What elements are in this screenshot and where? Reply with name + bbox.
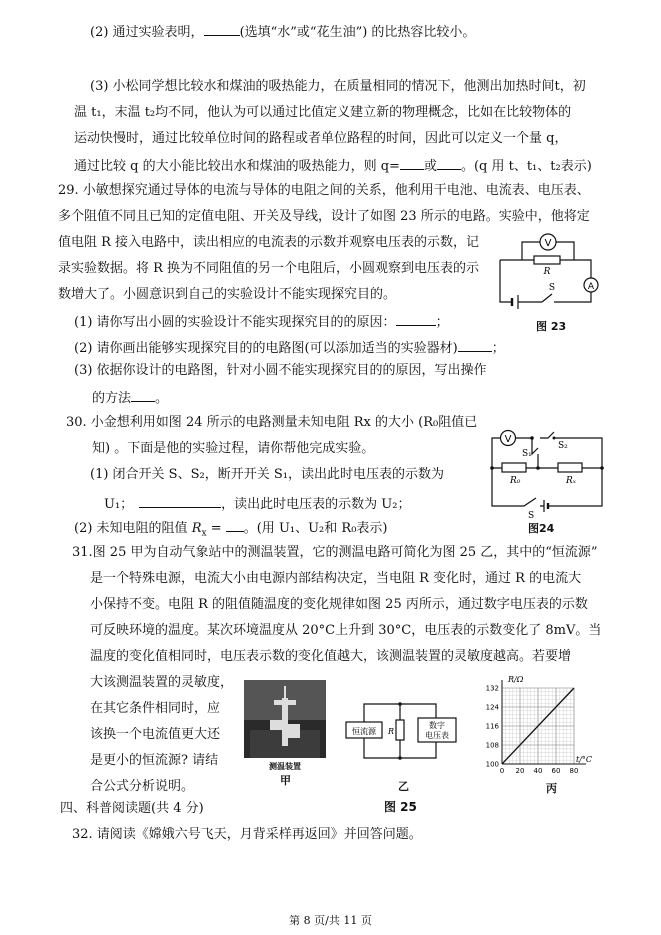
y-tick-label: 132 — [485, 684, 499, 693]
svg-text:A: A — [587, 282, 595, 292]
figure-23-circuit — [494, 226, 602, 314]
q31-line8: 该换一个电流值更大还 — [90, 727, 221, 742]
x-tick-label: 60 — [551, 767, 561, 775]
figure-25-yi-caption: 乙 — [398, 780, 409, 793]
x-tick-label: 40 — [533, 767, 543, 775]
q29-sub3-cont: 的方法 。 — [92, 388, 168, 408]
answer-blank[interactable] — [396, 312, 436, 326]
page-footer: 第 8 页/共 11 页 — [289, 914, 372, 927]
r0-label: R₀ — [510, 476, 521, 486]
q29-line2: 多个阻值不同且已知的定值电阻、开关及导线，设计了如图 23 所示的电路。实验中，他将定 — [58, 209, 590, 224]
q28-part2: (2) 通过实验表明， (选填“水”或“花生油”) 的比热容比较小。 — [90, 22, 475, 42]
figure-25-caption: 图 25 — [384, 800, 417, 814]
svg-text:V: V — [504, 434, 512, 445]
switch-label: S — [548, 283, 556, 293]
x-tick-label: 80 — [569, 767, 579, 775]
figure-24-caption: 图24 — [528, 522, 555, 535]
q31-line9: 是更小的恒流源? 请结 — [90, 753, 219, 768]
q30-line2: 知) 。下面是他的实验过程，请你帮他完成实验。 — [92, 441, 375, 456]
figure-24-circuit — [484, 426, 608, 520]
q31-line10: 合公式分析说明。 — [90, 779, 195, 794]
ammeter-icon — [584, 278, 598, 292]
q30-sub1: (1) 闭合开关 S、S₂，断开开关 S₁，读出此时电压表的示数为 — [90, 467, 444, 482]
figure-25-jia-caption: 甲 — [280, 774, 291, 787]
answer-blank[interactable] — [139, 494, 221, 508]
q29-line3: 值电阻 R 接入电路中，读出相应的电流表的示数并观察电压表的示数，记 — [58, 235, 480, 250]
figure-25-yi-circuit — [344, 696, 458, 766]
resistor-label: R — [387, 727, 395, 736]
figure-25-bing-chart — [472, 672, 602, 780]
y-tick-label: 116 — [485, 722, 499, 731]
figure-23-caption: 图 23 — [536, 320, 567, 333]
answer-blank[interactable] — [400, 156, 424, 170]
q28-part3-line2: 温 t₁，末温 t₂均不同，他认为可以通过比值定义建立新的物理概念，比如在比较物体的 — [74, 105, 572, 120]
answer-blank[interactable] — [204, 22, 240, 36]
y-axis-label: R/Ω — [508, 675, 524, 684]
q31-line6: 大该测温装置的灵敏度， — [90, 675, 234, 690]
answer-blank[interactable] — [437, 156, 461, 170]
q31-line7: 在其它条件相同时，应 — [90, 701, 221, 716]
q30-sub1-cont: U₁； ，读出此时电压表的示数为 U₂； — [104, 494, 410, 514]
digital-voltmeter-label-1: 数字 — [429, 721, 445, 730]
q31-line1: 31.图 25 甲为自动气象站中的测温装置，它的测温电路可简化为图 25 乙，其中的“恒流源” — [72, 545, 598, 560]
q30-sub2: (2) 未知电阻的阻值 $R_x$ = 。(用 U₁、U₂和 R₀表示) — [74, 518, 387, 543]
answer-blank[interactable] — [226, 518, 244, 532]
svg-text:V: V — [544, 238, 552, 249]
answer-blank[interactable] — [131, 388, 155, 402]
jia-photo-label: 测温装置 — [269, 762, 301, 770]
digital-voltmeter-label-2: 电压表 — [425, 731, 449, 740]
switch-s1-label: S₁ — [522, 449, 532, 459]
rx-label: Rₓ — [566, 476, 576, 486]
q29-sub2: (2) 请你画出能够实现探究目的的电路图(可以添加适当的实验器材) ； — [74, 338, 505, 358]
resistor-label: R — [543, 267, 551, 277]
q29-line5: 数增大了。小圆意识到自己的实验设计不能实现探究目的。 — [58, 287, 397, 302]
x-tick-label: 20 — [515, 767, 525, 775]
answer-blank[interactable] — [458, 338, 492, 352]
y-tick-label: 100 — [485, 760, 499, 769]
constant-current-source-label: 恒流源 — [352, 727, 376, 736]
figure-25-jia-photo — [244, 680, 326, 770]
voltmeter-icon — [501, 431, 516, 446]
switch-s-label: S — [528, 511, 535, 520]
q29-sub1: (1) 请你写出小圆的实验设计不能实现探究目的的原因： ； — [74, 312, 449, 332]
section-4-heading: 四、科普阅读题(共 4 分) — [60, 801, 204, 816]
q30-line1: 30. 小金想利用如图 24 所示的电路测量未知电阻 Rx 的大小 (R₀阻值已 — [66, 415, 478, 430]
switch-s2-label: S₂ — [558, 441, 568, 451]
q29-line1: 29. 小敏想探究通过导体的电流与导体的电阻之间的关系，他利用干电池、电流表、电压表、 — [58, 183, 590, 198]
x-tick-label: 0 — [499, 767, 505, 775]
q31-line5: 温度的变化值相同时，电压表示数的变化值越大，该测温装置的灵敏度越高。若要增 — [90, 649, 572, 664]
q28-part3-line1: (3) 小松同学想比较水和煤油的吸热能力，在质量相同的情况下，他测出加热时间t，初 — [90, 79, 586, 94]
q28-part3-line3: 运动快慢时，通过比较单位时间的路程或者单位路程的时间，因此可以定义一个量 q， — [74, 131, 568, 146]
q31-line3: 小保持不变。电阻 R 的阻值随温度的变化规律如图 25 丙所示，通过数字电压表的示数 — [90, 597, 588, 612]
y-tick-label: 108 — [485, 741, 499, 750]
y-tick-label: 124 — [485, 703, 499, 712]
q31-line2: 是一个特殊电源，电流大小由电源内部结构决定，当电阻 R 变化时，通过 R 的电流大 — [90, 571, 582, 586]
q31-line4: 可反映环境的温度。某次环境温度从 20°C上升到 30°C，电压表的示数变化了 8mV。当 — [90, 623, 602, 638]
q28-part3-line4: 通过比较 q 的大小能比较出水和煤油的吸热能力，则 q= 或 。(q 用 t、t₁、t₂表示) — [74, 156, 592, 176]
q29-line4: 录实验数据。将 R 换为不同阻值的另一个电阻后，小圆观察到电压表的示 — [58, 261, 480, 276]
q29-sub3: (3) 依据你设计的电路图，针对小圆不能实现探究目的的原因，写出操作 — [74, 363, 487, 378]
figure-25-bing-caption: 丙 — [546, 782, 557, 795]
q32-line: 32. 请阅读《嫦娥六号飞天，月背采样再返回》并回答问题。 — [72, 827, 422, 842]
voltmeter-icon — [540, 234, 556, 250]
x-axis-label: t/°C — [576, 755, 593, 764]
